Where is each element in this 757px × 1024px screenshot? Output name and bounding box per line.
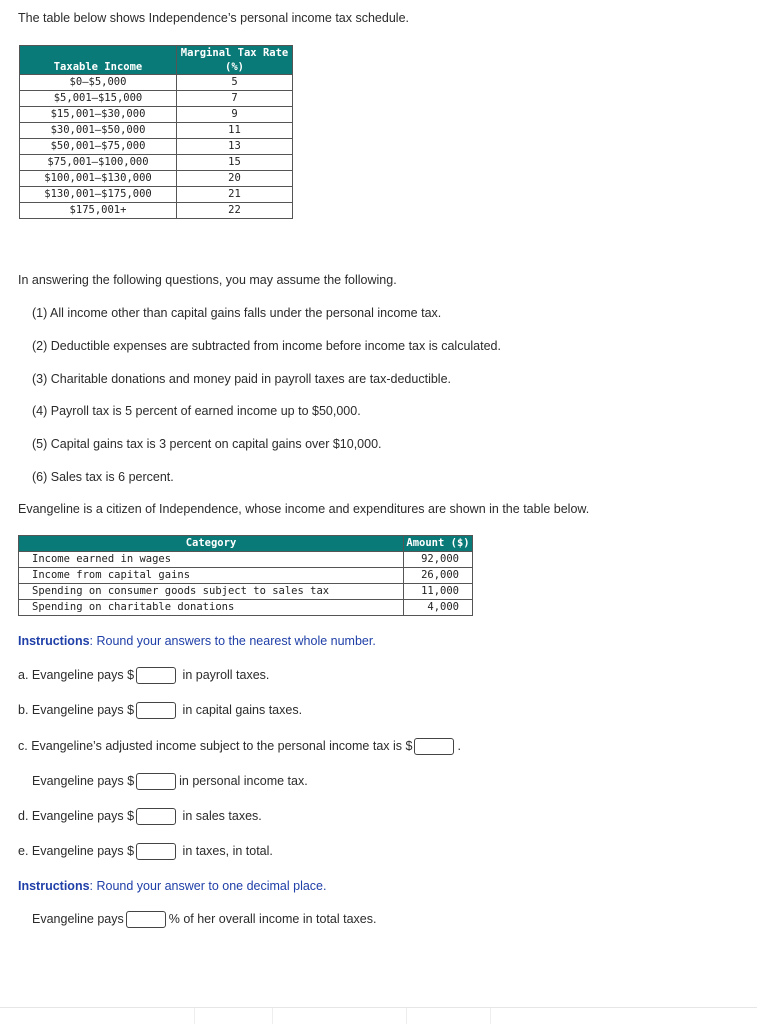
question-f-suffix: % of her overall income in total taxes. [168, 911, 377, 926]
instructions-text: : Round your answers to the nearest whole number. [89, 634, 376, 648]
amount-cell: 11,000 [404, 584, 473, 600]
table-row [20, 155, 293, 171]
income-bracket: $75,001–$100,000 [20, 155, 177, 171]
payroll-tax-input[interactable] [136, 667, 176, 684]
instructions-text: : Round your answer to one decimal place. [89, 879, 327, 893]
income-bracket: $50,001–$75,000 [20, 139, 177, 155]
question-f-prefix: Evangeline pays [32, 911, 124, 926]
tax-rate: 7 [177, 91, 293, 107]
tax-rate: 9 [177, 107, 293, 123]
amount-cell: 4,000 [404, 600, 473, 616]
tax-rate: 15 [177, 155, 293, 171]
total-taxes-input[interactable] [136, 843, 176, 860]
table-header-row [20, 46, 293, 75]
evangeline-intro: Evangeline is a citizen of Independence, whose income and expenditures are shown in the table below. [18, 502, 590, 516]
table-row [19, 568, 473, 584]
table-row [20, 123, 293, 139]
assumption-6: (6) Sales tax is 6 percent. [32, 470, 174, 484]
table-row [20, 75, 293, 91]
table-row [20, 91, 293, 107]
question-a-prefix: a. Evangeline pays $ [18, 667, 135, 682]
question-e-suffix: in taxes, in total. [182, 843, 273, 858]
question-c2-prefix: Evangeline pays $ [32, 773, 135, 788]
intro-text: The table below shows Independence’s personal income tax schedule. [18, 11, 409, 25]
income-bracket: $30,001–$50,000 [20, 123, 177, 139]
table-row [19, 584, 473, 600]
instructions-label: Instructions [18, 634, 90, 648]
question-c-prefix: c. Evangeline’s adjusted income subject to the personal income tax is $ [18, 738, 413, 753]
assumptions-intro: In answering the following questions, you may assume the following. [18, 273, 397, 287]
table-row [20, 187, 293, 203]
question-b [18, 702, 302, 719]
personal-income-tax-input[interactable] [136, 773, 176, 790]
question-a-suffix: in payroll taxes. [182, 667, 270, 682]
amount-cell: 92,000 [404, 552, 473, 568]
assumption-5: (5) Capital gains tax is 3 percent on capital gains over $10,000. [32, 437, 382, 451]
tax-rate: 20 [177, 171, 293, 187]
footer-divider [194, 1008, 195, 1024]
question-e [18, 843, 273, 860]
capital-gains-tax-input[interactable] [136, 702, 176, 719]
table-row [20, 107, 293, 123]
category-cell: Spending on charitable donations [19, 600, 404, 616]
sales-tax-input[interactable] [136, 808, 176, 825]
instructions-whole-number [18, 634, 376, 648]
tax-rate: 22 [177, 203, 293, 219]
tax-schedule-table [19, 45, 293, 219]
footer-divider [490, 1008, 491, 1024]
assumption-4: (4) Payroll tax is 5 percent of earned income up to $50,000. [32, 404, 361, 418]
question-d [18, 808, 262, 825]
question-c [18, 738, 461, 755]
question-b-suffix: in capital gains taxes. [182, 702, 303, 717]
question-d-suffix: in sales taxes. [182, 808, 262, 823]
footer-divider [406, 1008, 407, 1024]
category-cell: Income earned in wages [19, 552, 404, 568]
income-bracket: $0–$5,000 [20, 75, 177, 91]
tax-rate: 13 [177, 139, 293, 155]
tax-rate: 5 [177, 75, 293, 91]
assumption-1: (1) All income other than capital gains falls under the personal income tax. [32, 306, 442, 320]
income-bracket: $130,001–$175,000 [20, 187, 177, 203]
question-c2-suffix: in personal income tax. [179, 773, 308, 788]
income-bracket: $100,001–$130,000 [20, 171, 177, 187]
question-c2 [32, 773, 308, 790]
adjusted-income-input[interactable] [414, 738, 454, 755]
table-header-row [19, 536, 473, 552]
category-cell: Income from capital gains [19, 568, 404, 584]
footer-divider [272, 1008, 273, 1024]
question-c-suffix: . [457, 738, 461, 753]
question-a [18, 667, 269, 684]
category-cell: Spending on consumer goods subject to sales tax [19, 584, 404, 600]
table-row [20, 139, 293, 155]
question-f [32, 911, 376, 928]
amount-cell: 26,000 [404, 568, 473, 584]
header-taxable-income: Taxable Income [20, 46, 177, 75]
footer-divider [0, 1007, 757, 1008]
instructions-label: Instructions [18, 879, 90, 893]
table-row [19, 600, 473, 616]
assumption-2: (2) Deductible expenses are subtracted from income before income tax is calculated. [32, 339, 501, 353]
income-bracket: $175,001+ [20, 203, 177, 219]
income-bracket: $5,001–$15,000 [20, 91, 177, 107]
table-row [20, 203, 293, 219]
header-marginal-rate: Marginal Tax Rate (%) [177, 46, 293, 75]
question-e-prefix: e. Evangeline pays $ [18, 843, 135, 858]
tax-percentage-input[interactable] [126, 911, 166, 928]
tax-rate: 11 [177, 123, 293, 139]
table-row [20, 171, 293, 187]
question-b-prefix: b. Evangeline pays $ [18, 702, 135, 717]
tax-rate: 21 [177, 187, 293, 203]
question-d-prefix: d. Evangeline pays $ [18, 808, 135, 823]
header-amount: Amount ($) [404, 536, 473, 552]
instructions-one-decimal [18, 879, 327, 893]
table-row [19, 552, 473, 568]
assumption-3: (3) Charitable donations and money paid in payroll taxes are tax-deductible. [32, 372, 451, 386]
income-expenditure-table [18, 535, 473, 616]
header-category: Category [19, 536, 404, 552]
income-bracket: $15,001–$30,000 [20, 107, 177, 123]
